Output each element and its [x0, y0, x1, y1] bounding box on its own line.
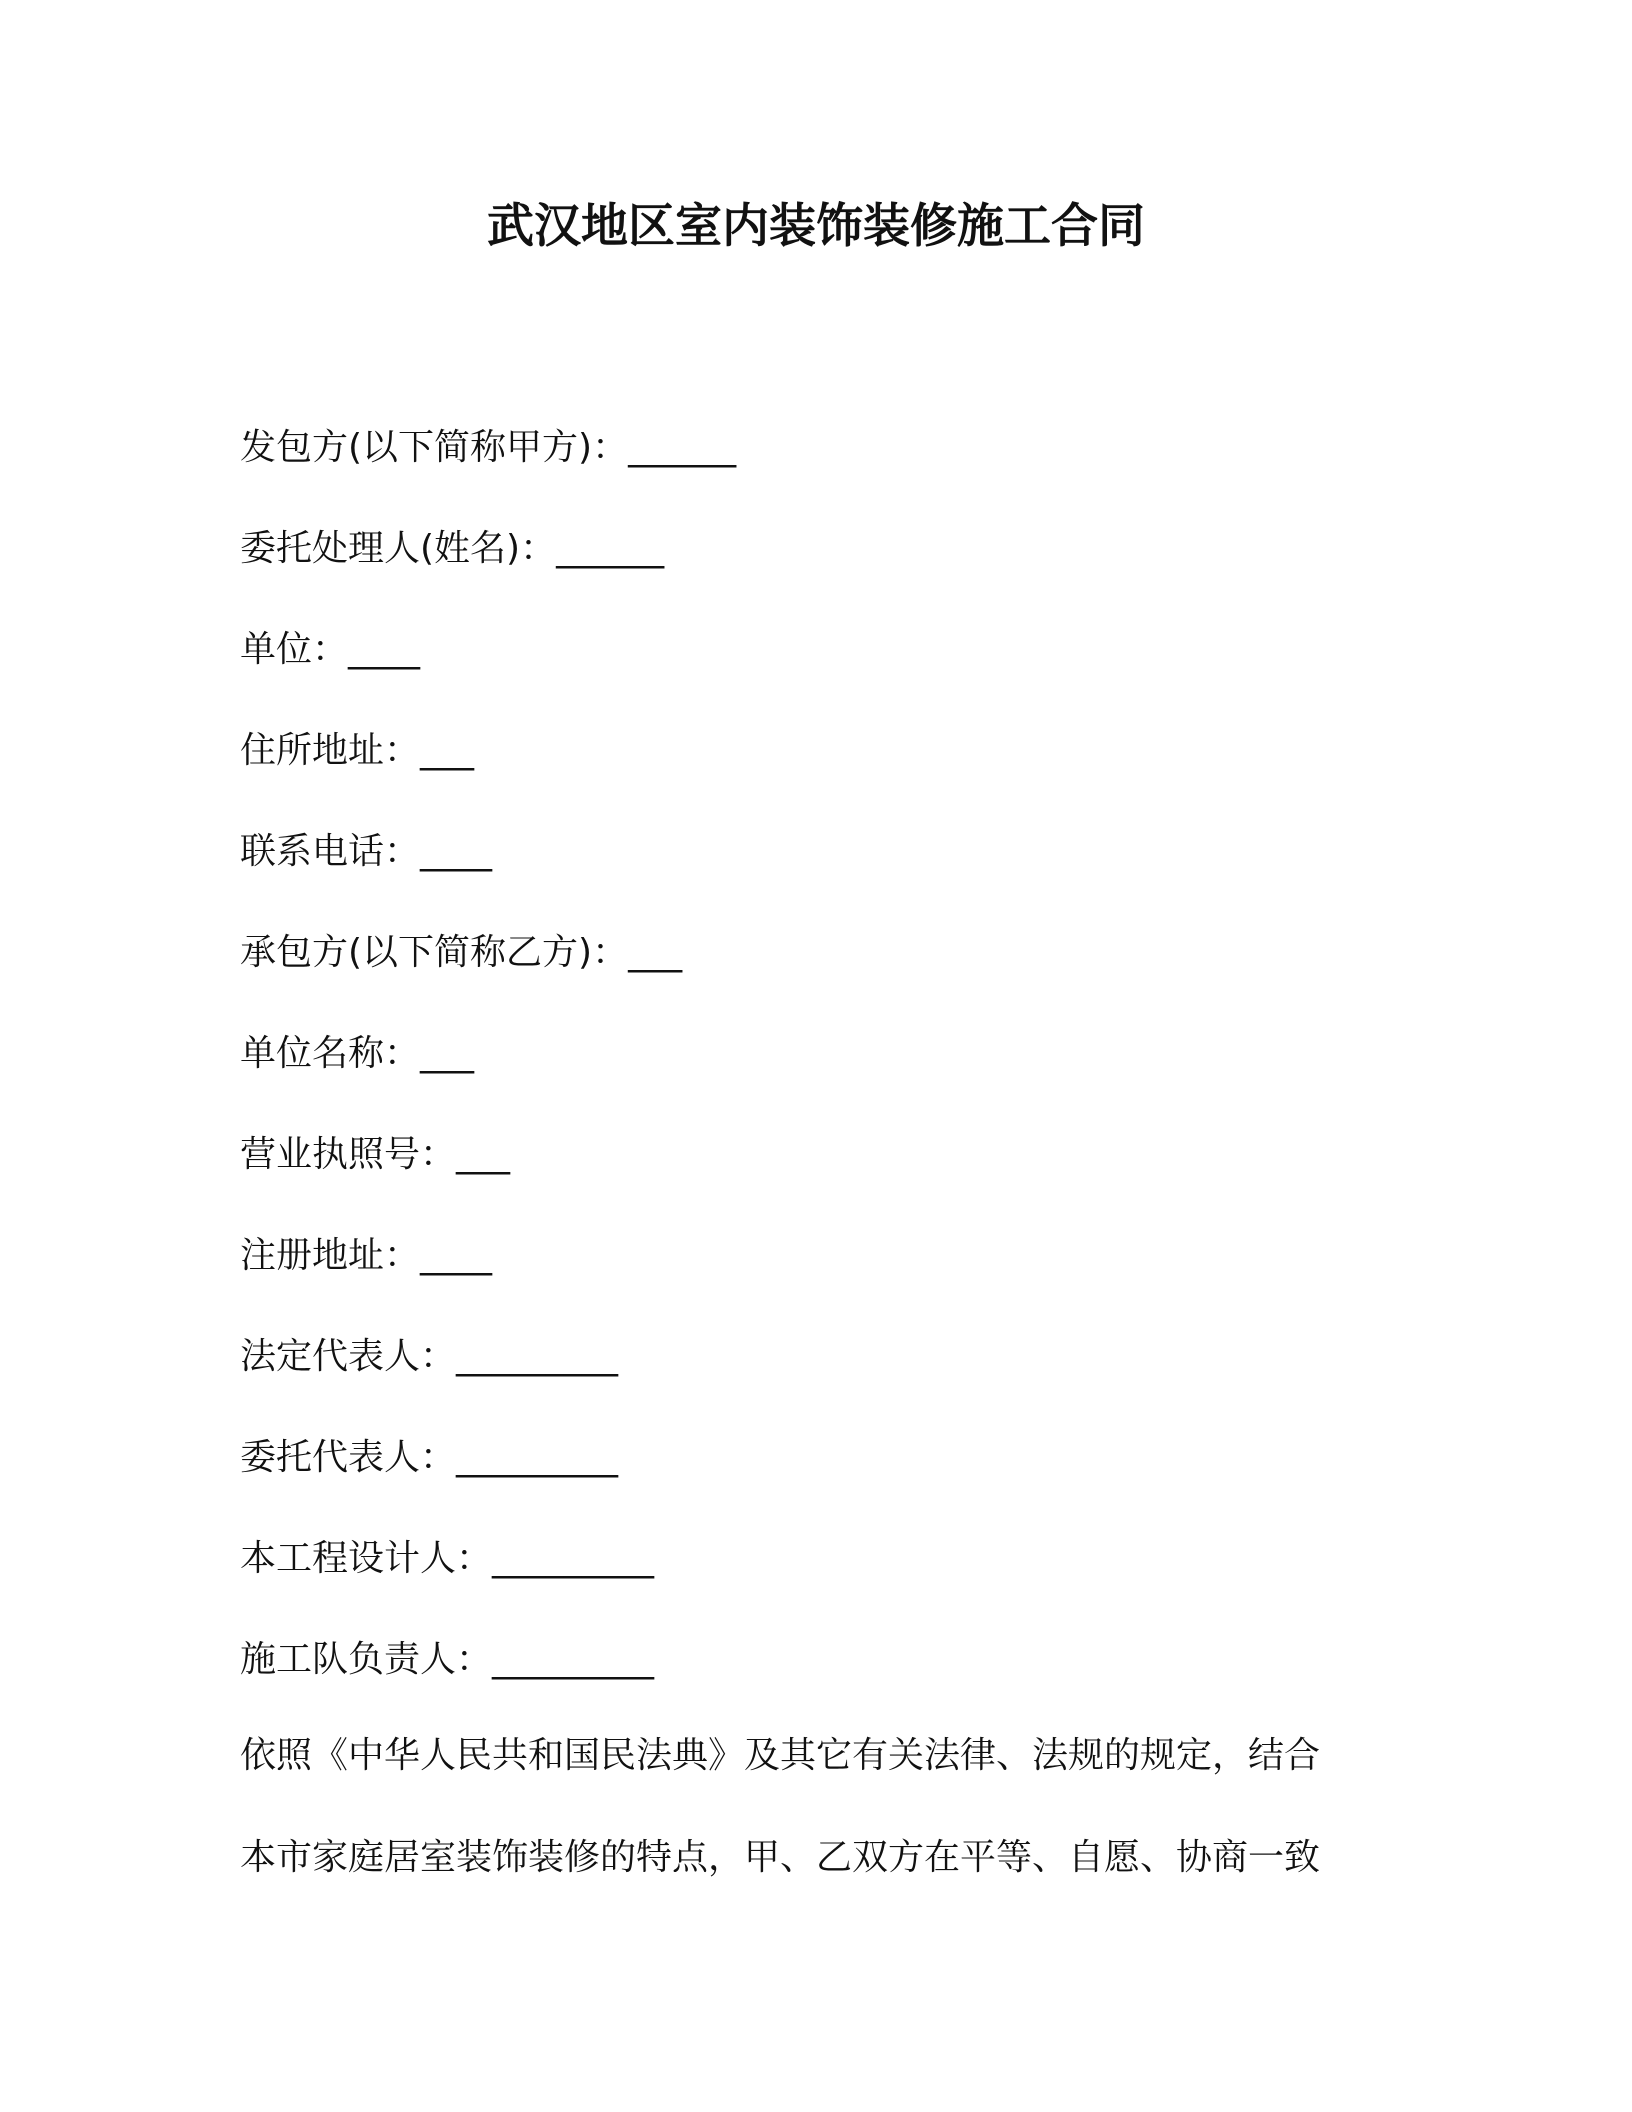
field-line-client: 发包方(以下简称甲方)：______: [240, 427, 737, 468]
field-line-authorized-representative: 委托代表人：_________: [240, 1437, 619, 1478]
field-line-legal-representative: 法定代表人：_________: [240, 1336, 619, 1377]
field-line-registered-address: 注册地址：____: [240, 1235, 493, 1276]
field-line-construction-lead: 施工队负责人：_________: [240, 1639, 655, 1680]
field-line-phone: 联系电话：____: [240, 831, 493, 872]
document-title: 武汉地区室内装饰装修施工合同: [487, 199, 1145, 254]
preamble-line-2: 本市家庭居室装饰装修的特点，甲、乙双方在平等、自愿、协商一致: [240, 1837, 1321, 1878]
field-line-agent: 委托处理人(姓名)：______: [240, 528, 665, 569]
field-line-license-number: 营业执照号：___: [240, 1134, 511, 1175]
field-line-contractor: 承包方(以下简称乙方)：___: [240, 932, 683, 973]
contract-preamble: [240, 1726, 1390, 1930]
field-line-company-name: 单位名称：___: [240, 1033, 475, 1074]
preamble-line-1: 依照《中华人民共和国民法典》及其它有关法律、法规的规定，结合: [240, 1735, 1321, 1776]
party-info-fields: [240, 418, 1390, 1731]
field-line-unit: 单位：____: [240, 629, 421, 670]
field-line-designer: 本工程设计人：_________: [240, 1538, 655, 1579]
field-line-address: 住所地址：___: [240, 730, 475, 771]
